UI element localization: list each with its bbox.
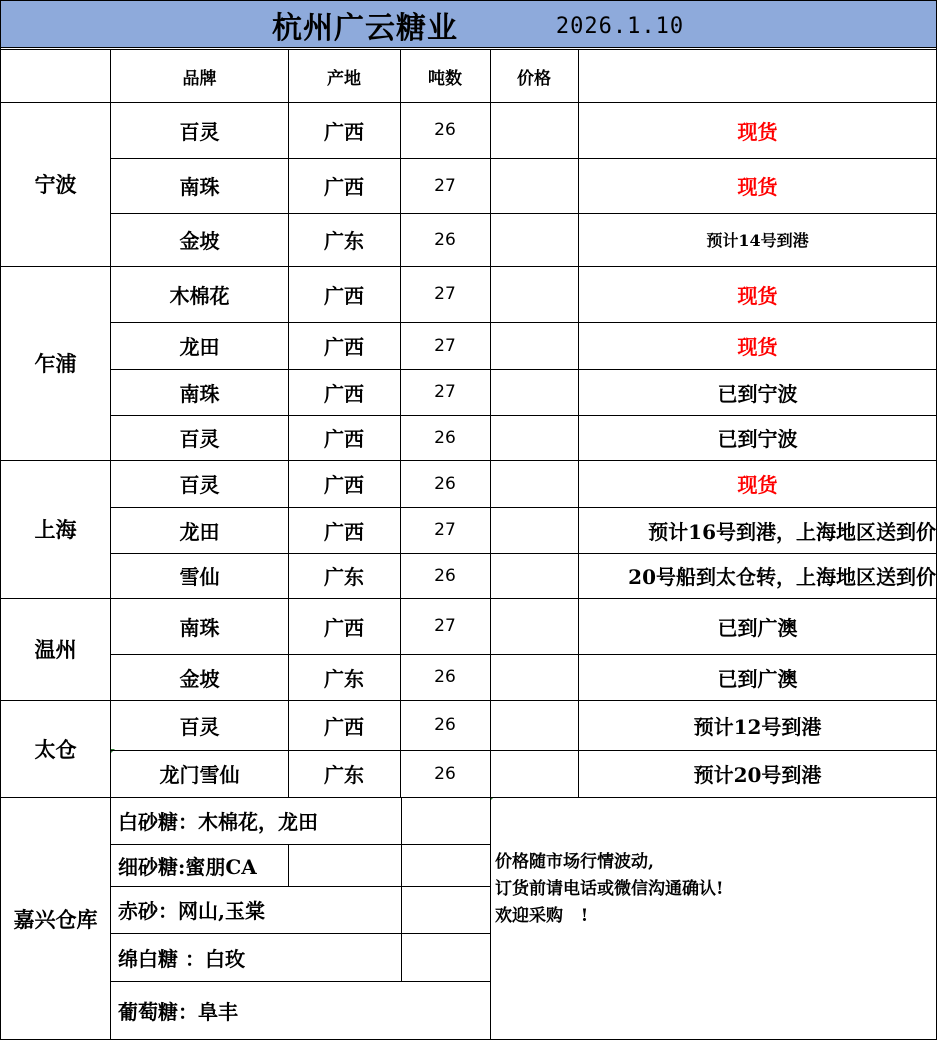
row-tons: 27 bbox=[434, 284, 456, 304]
row-origin: 广西 bbox=[324, 473, 364, 497]
row-brand: 雪仙 bbox=[179, 565, 220, 589]
jiaxing-item: 白砂糖：木棉花，龙田 bbox=[118, 810, 318, 834]
row-origin: 广东 bbox=[324, 565, 364, 589]
row-status: 现货 bbox=[737, 119, 778, 144]
grid-line bbox=[0, 0, 937, 1]
row-status: 现货 bbox=[737, 283, 778, 308]
grid-line bbox=[111, 750, 937, 751]
row-tons: 27 bbox=[434, 616, 456, 636]
grid-line bbox=[111, 553, 937, 554]
row-brand: 百灵 bbox=[179, 427, 220, 451]
row-tons: 27 bbox=[434, 335, 456, 356]
grid-line bbox=[0, 460, 937, 461]
row-tons: 26 bbox=[434, 565, 456, 586]
jiaxing-item: 葡萄糖：阜丰 bbox=[118, 1000, 238, 1024]
row-status: 已到宁波 bbox=[717, 381, 798, 406]
grid-line bbox=[578, 49, 579, 797]
grid-line bbox=[111, 886, 490, 887]
row-status: 已到广澳 bbox=[717, 615, 798, 640]
row-tons: 26 bbox=[434, 763, 456, 784]
grid-line bbox=[0, 49, 937, 50]
row-status: 现货 bbox=[737, 335, 778, 359]
row-brand: 龙田 bbox=[179, 335, 220, 359]
row-tons: 26 bbox=[434, 715, 456, 735]
row-tons: 27 bbox=[434, 175, 456, 196]
row-origin: 广西 bbox=[324, 381, 364, 406]
row-origin: 广西 bbox=[324, 119, 364, 144]
grid-line bbox=[0, 47, 937, 48]
row-tons: 26 bbox=[434, 229, 456, 250]
row-tons: 27 bbox=[434, 520, 456, 540]
row-brand: 金坡 bbox=[179, 666, 220, 691]
row-status: 预计16号到港，上海地区送到价 bbox=[648, 519, 936, 544]
row-tons: 26 bbox=[434, 667, 456, 687]
jiaxing-item: 赤砂：网山,玉棠 bbox=[118, 899, 265, 923]
row-tons: 26 bbox=[434, 473, 456, 494]
page-title: 杭州广云糖业 bbox=[272, 10, 458, 46]
grid-line bbox=[288, 844, 289, 886]
price-note: 价格随市场行情波动, 订货前请电话或微信沟通确认! 欢迎采购 ! bbox=[495, 852, 724, 926]
jiaxing-item: 绵白糖 ：白玫 bbox=[118, 946, 245, 971]
row-brand: 百灵 bbox=[179, 473, 220, 497]
grid-line bbox=[0, 266, 937, 267]
row-status: 现货 bbox=[737, 175, 778, 199]
row-origin: 广西 bbox=[324, 714, 364, 739]
row-origin: 广西 bbox=[324, 335, 364, 359]
grid-line bbox=[111, 158, 937, 159]
row-brand: 龙田 bbox=[179, 519, 220, 544]
row-brand: 金坡 bbox=[179, 229, 220, 253]
row-status: 20号船到太仓转，上海地区送到价 bbox=[628, 565, 936, 589]
grid-line bbox=[111, 213, 937, 214]
row-origin: 广西 bbox=[324, 175, 364, 199]
grid-line bbox=[401, 844, 402, 981]
row-origin: 广东 bbox=[324, 666, 364, 691]
header-tons: 吨数 bbox=[428, 68, 462, 89]
row-tons: 26 bbox=[434, 427, 456, 448]
header-price: 价格 bbox=[517, 68, 551, 89]
grid-line bbox=[111, 654, 937, 655]
grid-line bbox=[111, 322, 937, 323]
row-brand: 百灵 bbox=[179, 119, 220, 144]
grid-line bbox=[0, 797, 937, 798]
grid-line bbox=[0, 700, 937, 701]
header-brand: 品牌 bbox=[182, 68, 217, 89]
row-status: 预计20号到港 bbox=[693, 763, 822, 787]
region-zhapu: 乍浦 bbox=[34, 351, 77, 376]
grid-line bbox=[400, 49, 401, 797]
row-origin: 广西 bbox=[324, 615, 364, 640]
region-wenzhou: 温州 bbox=[34, 637, 77, 662]
grid-line bbox=[288, 49, 289, 797]
row-origin: 广西 bbox=[324, 283, 364, 308]
header-origin: 产地 bbox=[327, 68, 361, 89]
grid-line bbox=[111, 933, 490, 934]
region-ningbo: 宁波 bbox=[34, 172, 77, 197]
grid-line bbox=[0, 0, 1, 1040]
jiaxing-item: 细砂糖:蜜朋CA bbox=[118, 854, 257, 879]
row-brand: 南珠 bbox=[179, 175, 220, 199]
row-tons: 27 bbox=[434, 382, 456, 402]
grid-line bbox=[111, 844, 490, 845]
grid-line bbox=[401, 797, 402, 844]
row-brand: 百灵 bbox=[179, 714, 220, 739]
grid-line bbox=[0, 598, 937, 599]
row-status: 预计12号到港 bbox=[693, 714, 822, 739]
grid-line bbox=[111, 369, 937, 370]
row-brand: 南珠 bbox=[179, 381, 220, 406]
row-tons: 26 bbox=[434, 120, 456, 140]
grid-line bbox=[0, 102, 937, 103]
row-origin: 广西 bbox=[324, 427, 364, 451]
row-status: 已到广澳 bbox=[717, 666, 798, 691]
row-origin: 广东 bbox=[324, 229, 364, 253]
row-status: 现货 bbox=[737, 473, 778, 497]
row-brand: 木棉花 bbox=[169, 283, 230, 308]
grid-line bbox=[111, 507, 937, 508]
row-status: 已到宁波 bbox=[717, 427, 798, 451]
grid-line bbox=[490, 49, 491, 1040]
row-origin: 广西 bbox=[324, 519, 364, 544]
grid-line bbox=[110, 49, 111, 1040]
region-shanghai: 上海 bbox=[34, 517, 77, 542]
region-taicang: 太仓 bbox=[34, 736, 77, 762]
row-origin: 广东 bbox=[324, 763, 364, 787]
grid-line bbox=[111, 981, 490, 982]
row-status: 预计14号到港 bbox=[706, 231, 809, 250]
date-label: 2026.1.10 bbox=[555, 14, 685, 39]
region-jiaxing: 嘉兴仓库 bbox=[13, 906, 98, 932]
row-brand: 南珠 bbox=[179, 615, 220, 640]
row-brand: 龙门雪仙 bbox=[159, 763, 240, 787]
grid-line bbox=[111, 415, 937, 416]
